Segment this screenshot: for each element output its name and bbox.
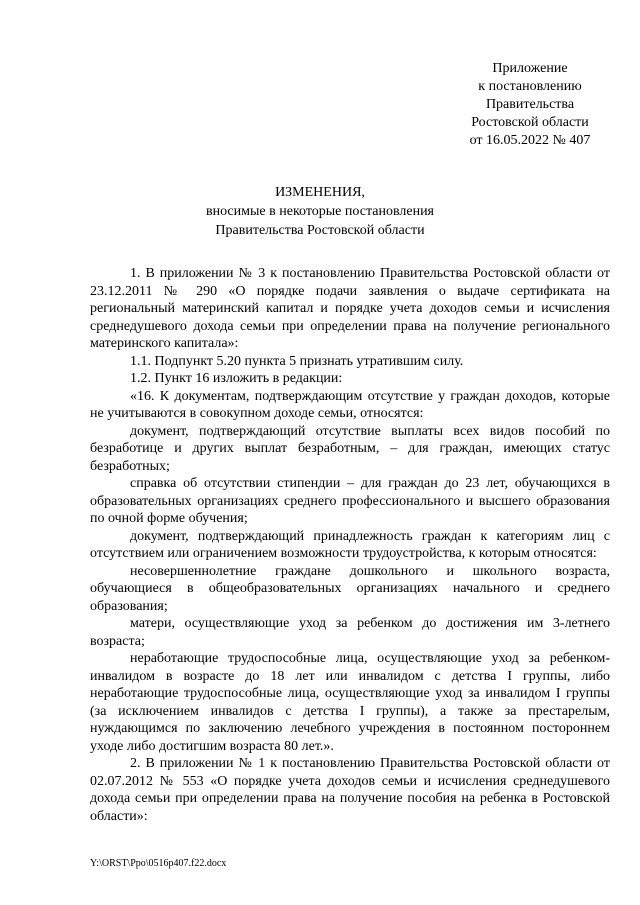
paragraph: матери, осуществляющие уход за ребенком до достижения им 3-летнего возраста;: [90, 616, 610, 649]
paragraph: документ, подтверждающий отсутствие выплаты всех видов пособий по безработице и других выплат безработным, – для граждан, имеющих статус безработных;: [90, 423, 610, 474]
paragraph: справка об отсутствии стипендии – для граждан до 23 лет, обучающихся в образовательных организациях среднего профессионального и высшего образования по очной форме обучения;: [90, 476, 610, 526]
paragraph: 1.2. Пункт 16 изложить в редакции:: [130, 371, 343, 386]
paragraph: неработающие трудоспособные лица, осуществляющие уход за ребенком-инвалидом в возрасте до 18 лет или инвалидом с детства I группы, либо неработающие трудоспособные лица, осуществляющие уход за инвалидом I группы (за исключением инвалидов с детства I группы), а также за престарелым, нуждающимся по заключению лечебного учреждения в постоянном постороннем уходе либо достигшим возраста 80 лет.».: [90, 651, 610, 754]
title-heading: ИЗМЕНЕНИЯ,: [275, 185, 365, 200]
file-path-footer: Y:\ORST\Ppo\0516p407.f22.docx: [90, 858, 227, 869]
paragraph: несовершеннолетние граждане дошкольного и школьного возраста, обучающиеся в общеобразовательных организациях начального и среднего образования;: [90, 563, 610, 614]
title-line: вносимые в некоторые постановления: [205, 204, 434, 219]
annex-line: Ростовской области: [471, 115, 589, 130]
annex-block: [440, 60, 620, 150]
paragraph: 1.1. Подпункт 5.20 пункта 5 признать утратившим силу.: [130, 353, 464, 369]
annex-line: Приложение: [492, 61, 568, 76]
paragraph: «16. К документам, подтверждающим отсутствие у граждан доходов, которые не учитываются в совокупном доходе семьи, относятся:: [90, 388, 610, 421]
paragraph: 2. В приложении № 1 к постановлению Правительства Ростовской области от 02.07.2012 № 553 «О порядке учета доходов семьи и исчисления среднедушевого дохода семьи при определении права на получение пособия на ребенка в Ростовской области»:: [90, 756, 610, 824]
annex-line: к постановлению: [478, 79, 582, 94]
document-title: [90, 183, 550, 240]
annex-line: Правительства: [485, 97, 575, 112]
paragraph: 1. В приложении № 3 к постановлению Правительства Ростовской области от 23.12.2011 № 290 «О порядке подачи заявления о выдаче сертификата на региональный материнский капитал и порядке учета доходов семьи и исчисления среднедушевого дохода семьи при определении права на получение регионального материнского капитала»:: [90, 266, 610, 351]
document-body: [90, 265, 610, 825]
title-line: Правительства Ростовской области: [215, 223, 425, 238]
annex-line: от 16.05.2022 № 407: [469, 133, 591, 148]
paragraph: документ, подтверждающий принадлежность граждан к категориям лиц с отсутствием или ограничением возможности трудоустройства, к которым относятся:: [90, 528, 610, 561]
